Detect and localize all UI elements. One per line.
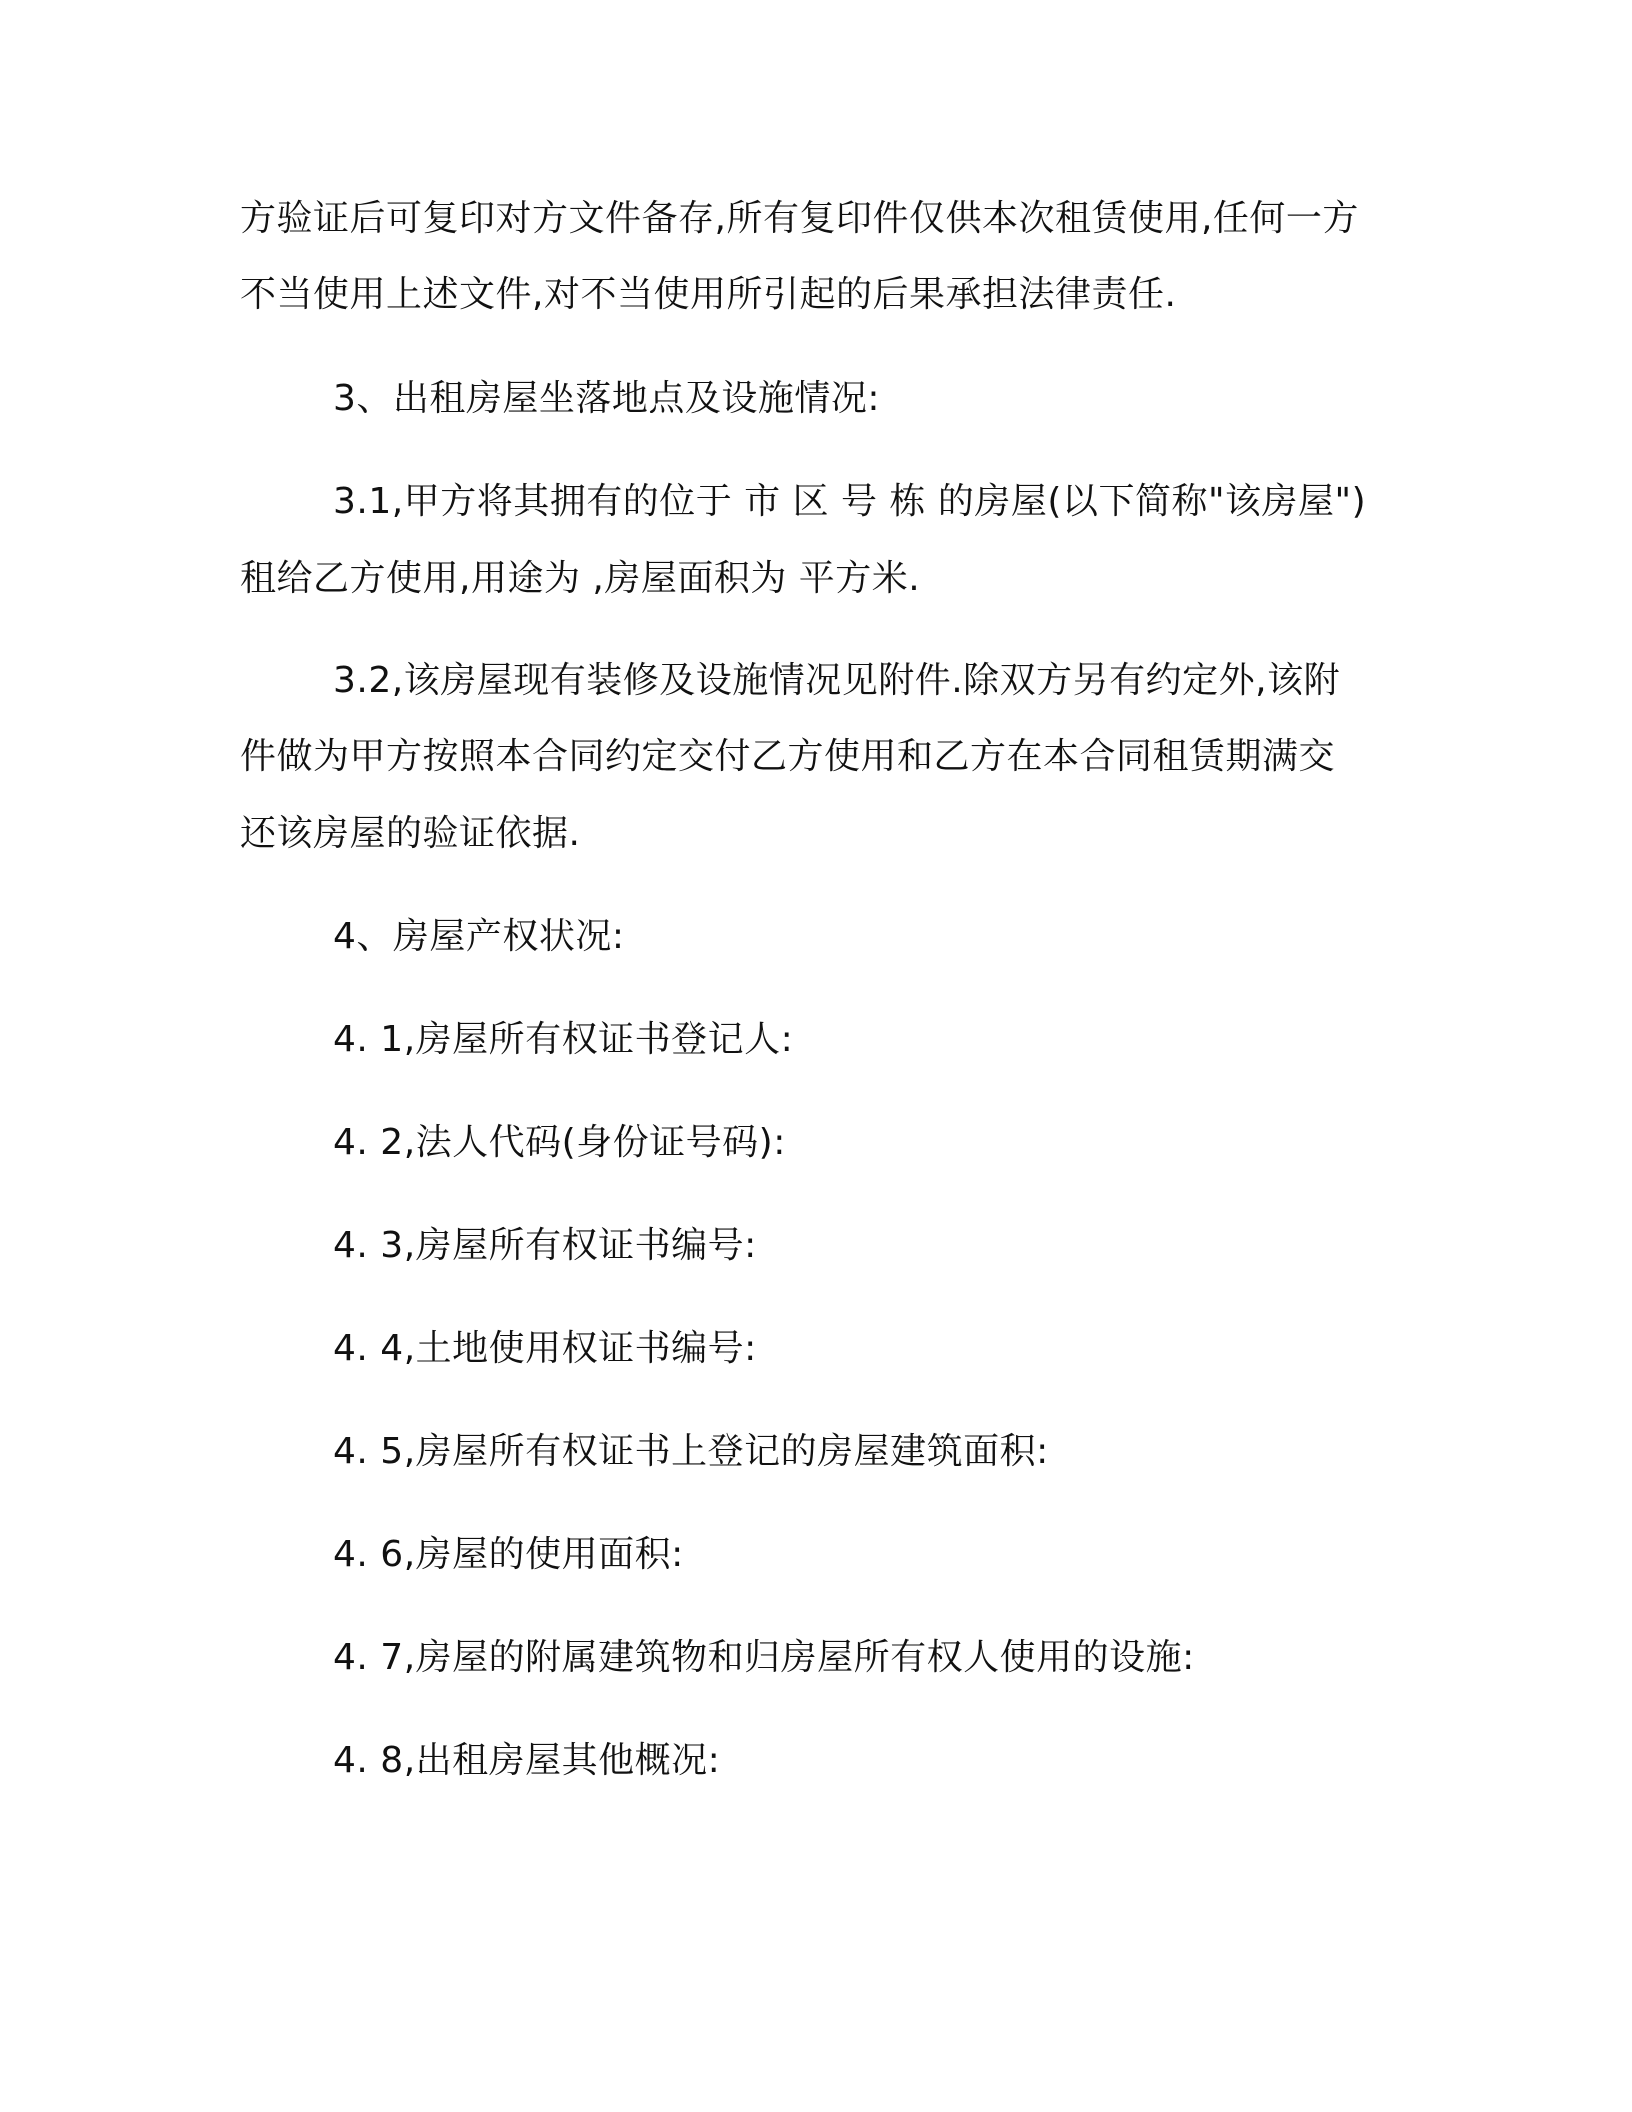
list-item: 4. 4,土地使用权证书编号: bbox=[333, 1328, 757, 1369]
list-item: 4. 8,出租房屋其他概况: bbox=[333, 1740, 721, 1781]
list-item: 4. 2,法人代码(身份证号码): bbox=[333, 1122, 786, 1163]
paragraph-line: 3.2,该房屋现有装修及设施情况见附件.除双方另有约定外,该附 bbox=[333, 660, 1341, 701]
paragraph-line: 还该房屋的验证依据. bbox=[240, 813, 581, 854]
paragraph-line: 件做为甲方按照本合同约定交付乙方使用和乙方在本合同租赁期满交 bbox=[240, 736, 1336, 777]
paragraph-line: 租给乙方使用,用途为 ,房屋面积为 平方米. bbox=[240, 558, 921, 599]
list-item: 4. 3,房屋所有权证书编号: bbox=[333, 1225, 757, 1266]
paragraph-line: 方验证后可复印对方文件备存,所有复印件仅供本次租赁使用,任何一方 bbox=[240, 198, 1359, 239]
list-item: 4. 1,房屋所有权证书登记人: bbox=[333, 1019, 794, 1060]
list-item: 4. 6,房屋的使用面积: bbox=[333, 1534, 684, 1575]
list-item: 4. 7,房屋的附属建筑物和归房屋所有权人使用的设施: bbox=[333, 1637, 1195, 1678]
list-item: 4. 5,房屋所有权证书上登记的房屋建筑面积: bbox=[333, 1431, 1049, 1472]
paragraph-line: 3.1,甲方将其拥有的位于 市 区 号 栋 的房屋(以下简称"该房屋") bbox=[333, 481, 1367, 522]
section-heading: 4、房屋产权状况: bbox=[333, 916, 625, 957]
paragraph-line: 不当使用上述文件,对不当使用所引起的后果承担法律责任. bbox=[240, 274, 1177, 315]
section-heading: 3、出租房屋坐落地点及设施情况: bbox=[333, 378, 881, 419]
